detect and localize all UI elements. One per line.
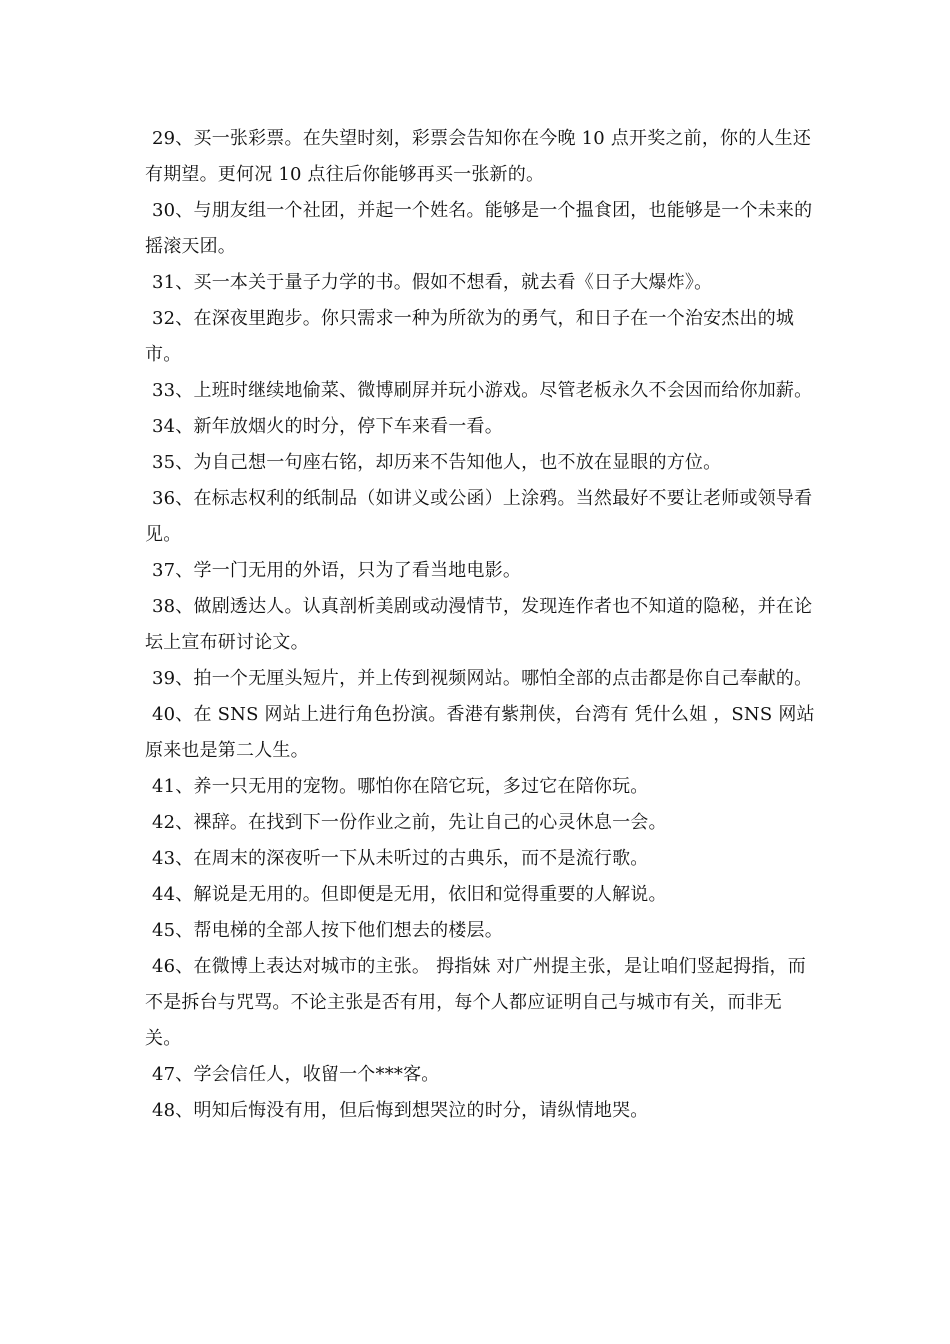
list-item: 47、学会信任人，收留一个***客。 xyxy=(152,1064,440,1085)
list-item: 43、在周末的深夜听一下从未听过的古典乐，而不是流行歌。 xyxy=(152,848,649,869)
list-item: 46、在微博上表达对城市的主张。 拇指妹 对广州提主张，是让咱们竖起拇指，而不是拆台与咒骂。不论主张是否有用，每个人都应证明自己与城市有关，而非无关。 xyxy=(145,956,806,1049)
list-item: 33、上班时继续地偷菜、微博刷屏并玩小游戏。尽管老板永久不会因而给你加薪。 xyxy=(152,380,813,401)
list-item: 38、做剧透达人。认真剖析美剧或动漫情节，发现连作者也不知道的隐秘，并在论坛上宣布研讨论文。 xyxy=(145,596,813,653)
list-item: 42、裸辞。在找到下一份作业之前，先让自己的心灵休息一会。 xyxy=(152,812,667,833)
list-item: 36、在标志权利的纸制品（如讲义或公函）上涂鸦。当然最好不要让老师或领导看见。 xyxy=(145,488,813,545)
list-item: 39、拍一个无厘头短片，并上传到视频网站。哪怕全部的点击都是你自己奉献的。 xyxy=(152,668,813,689)
list-item: 29、买一张彩票。在失望时刻，彩票会告知你在今晚 10 点开奖之前，你的人生还有期望。更何况 10 点往后你能够再买一张新的。 xyxy=(145,128,812,185)
list-item: 31、买一本关于量子力学的书。假如不想看，就去看《日子大爆炸》。 xyxy=(152,272,713,293)
list-item: 41、养一只无用的宠物。哪怕你在陪它玩，多过它在陪你玩。 xyxy=(152,776,649,797)
list-item: 34、新年放烟火的时分，停下车来看一看。 xyxy=(152,416,503,437)
list-item: 48、明知后悔没有用，但后悔到想哭泣的时分，请纵情地哭。 xyxy=(152,1100,649,1121)
list-item: 37、学一门无用的外语，只为了看当地电影。 xyxy=(152,560,522,581)
list-item: 30、与朋友组一个社团，并起一个姓名。能够是一个揾食团，也能够是一个未来的摇滚天团。 xyxy=(145,200,813,257)
list-item: 40、在 SNS 网站上进行角色扮演。香港有紫荆侠，台湾有 凭什么姐 ，SNS 网站原来也是第二人生。 xyxy=(145,704,815,761)
document-body xyxy=(145,121,815,1129)
list-item: 35、为自己想一句座右铭，却历来不告知他人，也不放在显眼的方位。 xyxy=(152,452,722,473)
list-item: 45、帮电梯的全部人按下他们想去的楼层。 xyxy=(152,920,503,941)
list-item: 32、在深夜里跑步。你只需求一种为所欲为的勇气，和日子在一个治安杰出的城市。 xyxy=(145,308,795,365)
list-item: 44、解说是无用的。但即便是无用，依旧和觉得重要的人解说。 xyxy=(152,884,667,905)
